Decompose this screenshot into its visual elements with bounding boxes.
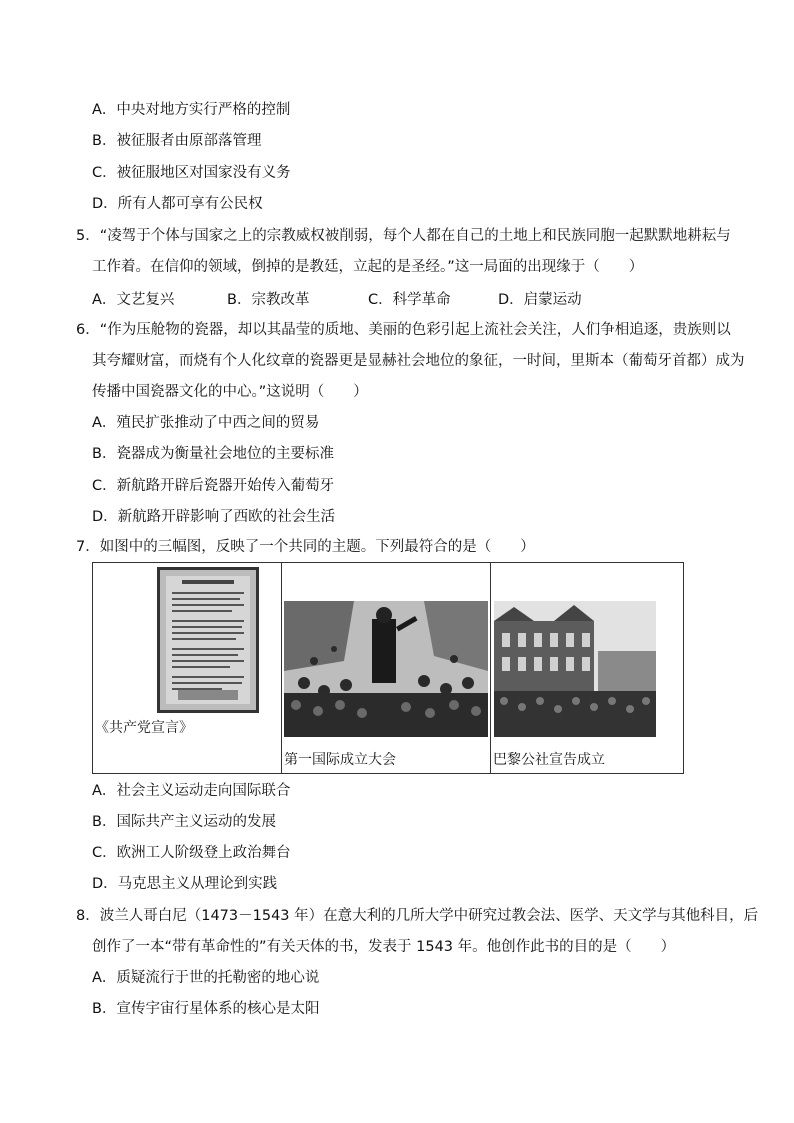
q6-option-c: C．新航路开辟后瓷器开始传入葡萄牙 (92, 478, 335, 494)
q7-option-c: C．欧洲工人阶级登上政治舞台 (92, 845, 291, 861)
q4-option-b: B．被征服者由原部落管理 (92, 133, 262, 149)
manifesto-image (157, 567, 259, 713)
paris-commune-image (494, 601, 656, 737)
q8-option-b: B．宣传宇宙行星体系的核心是太阳 (92, 1001, 320, 1017)
q5-option-c: C．科学革命 (368, 292, 451, 308)
q5-option-d: D．启蒙运动 (498, 292, 582, 308)
figure-cell-first-international (282, 563, 491, 774)
q6-option-d: D．新航路开辟影响了西欧的社会生活 (92, 509, 336, 525)
q4-option-a: A．中央对地方实行严格的控制 (92, 102, 291, 118)
q7-option-b: B．国际共产主义运动的发展 (92, 814, 276, 830)
q8-option-a: A．质疑流行于世的托勒密的地心说 (92, 970, 320, 986)
q8-stem-line2: 创作了一本“带有革命性的”有关天体的书，发表于 1543 年。他创作此书的目的是（ ） (92, 939, 676, 955)
q4-option-c: C．被征服地区对国家没有义务 (92, 165, 291, 181)
figure-cell-manifesto (93, 563, 282, 774)
q4-option-d: D．所有人都可享有公民权 (92, 196, 263, 212)
q5-option-a: A．文艺复兴 (92, 292, 175, 308)
q7-stem: 7．如图中的三幅图，反映了一个共同的主题。下列最符合的是（ ） (76, 539, 535, 555)
q7-figure-table (92, 562, 684, 774)
caption-manifesto: 《共产党宣言》 (95, 720, 193, 736)
q6-option-b: B．瓷器成为衡量社会地位的主要标准 (92, 446, 334, 462)
q6-stem-line1: 6．“作为压舱物的瓷器，却以其晶莹的质地、美丽的色彩引起上流社会关注，人们争相追逐，贵族则以 (76, 322, 731, 338)
first-international-image (284, 601, 488, 737)
q5-stem-line2: 工作着。在信仰的领域，倒掉的是教廷，立起的是圣经。”这一局面的出现缘于（ ） (92, 259, 644, 275)
caption-first-international: 第一国际成立大会 (284, 752, 396, 768)
caption-paris-commune: 巴黎公社宣告成立 (493, 752, 605, 768)
q6-stem-line3: 传播中国瓷器文化的中心。”这说明（ ） (92, 384, 368, 400)
figure-cell-paris-commune (491, 563, 684, 774)
q5-option-b: B．宗教改革 (227, 292, 310, 308)
q6-stem-line2: 其夸耀财富，而烧有个人化纹章的瓷器更是显赫社会地位的象征，一时间，里斯本（葡萄牙首都）成为 (92, 353, 745, 369)
q7-option-a: A．社会主义运动走向国际联合 (92, 783, 291, 799)
q5-stem-line1: 5．“凌驾于个体与国家之上的宗教威权被削弱，每个人都在自己的土地上和民族同胞一起默默地耕耘与 (76, 228, 731, 244)
q7-option-d: D．马克思主义从理论到实践 (92, 876, 278, 892)
q6-option-a: A．殖民扩张推动了中西之间的贸易 (92, 415, 320, 431)
q8-stem-line1: 8．波兰人哥白尼（1473－1543 年）在意大利的几所大学中研究过教会法、医学、天文学与其他科目，后 (76, 908, 759, 924)
